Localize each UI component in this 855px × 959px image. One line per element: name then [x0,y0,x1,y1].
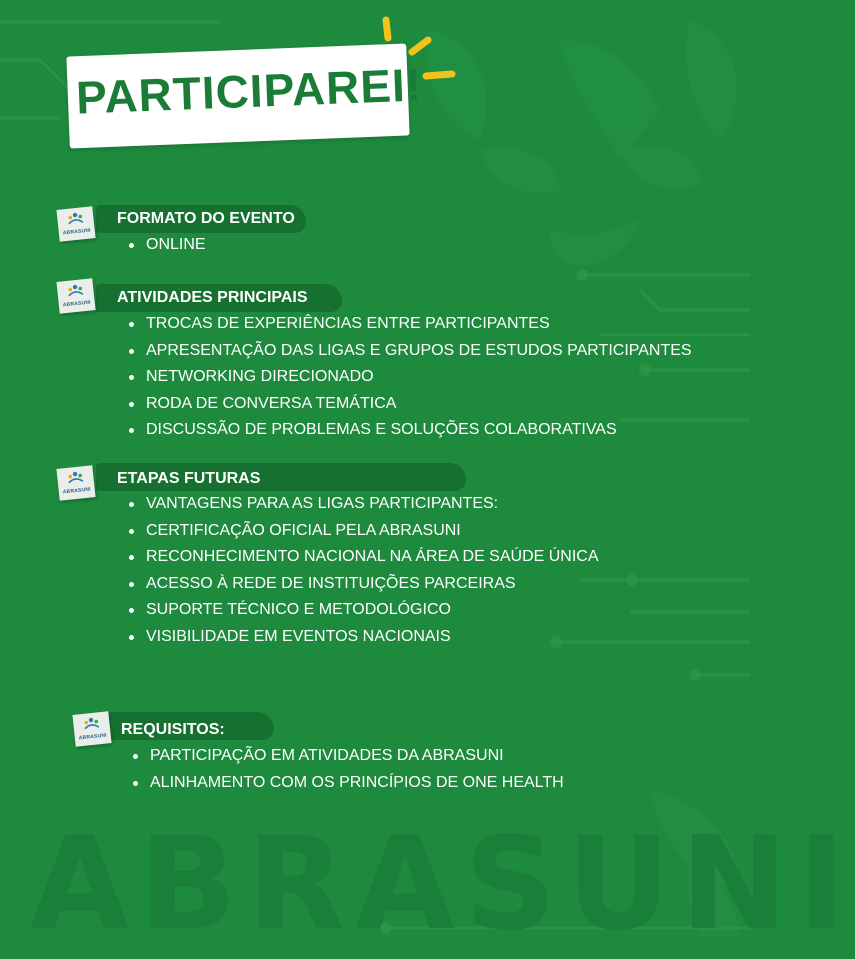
logo-icon [65,210,87,228]
badge-label: ABRASUNI [62,486,92,496]
list-item: TROCAS DE EXPERIÊNCIAS ENTRE PARTICIPANTES [128,311,692,338]
badge-label: ABRASUNI [78,732,108,742]
list-item: ONLINE [128,232,206,259]
section-heading: ATIVIDADES PRINCIPAIS [117,289,308,306]
list-item: VANTAGENS PARA AS LIGAS PARTICIPANTES: [128,491,599,518]
list-item: RODA DE CONVERSA TEMÁTICA [128,391,692,418]
watermark: ABRASUNI [30,810,855,959]
item-list [128,232,206,259]
list-item: RECONHECIMENTO NACIONAL NA ÁREA DE SAÚDE ÚNICA [128,544,599,571]
list-item: APRESENTAÇÃO DAS LIGAS E GRUPOS DE ESTUDOS PARTICIPANTES [128,338,692,365]
list-item: DISCUSSÃO DE PROBLEMAS E SOLUÇÕES COLABORATIVAS [128,417,692,444]
list-item: ACESSO À REDE DE INSTITUIÇÕES PARCEIRAS [128,571,599,598]
list-item: PARTICIPAÇÃO EM ATIVIDADES DA ABRASUNI [132,743,564,770]
page-title: PARTICIPAREI! [75,58,423,124]
badge-label: ABRASUNI [62,227,92,237]
section-heading: ETAPAS FUTURAS [117,470,261,487]
list-item: NETWORKING DIRECIONADO [128,364,692,391]
item-list [128,311,692,444]
abrasuni-badge [56,465,95,501]
badge-label: ABRASUNI [62,299,92,309]
list-item: SUPORTE TÉCNICO E METODOLÓGICO [128,597,599,624]
abrasuni-badge [72,711,111,747]
section-heading: FORMATO DO EVENTO [117,210,295,227]
logo-icon [81,715,103,733]
abrasuni-badge [56,278,95,314]
item-list [132,743,564,796]
list-item: VISIBILIDADE EM EVENTOS NACIONAIS [128,624,599,651]
sparkle-icon [372,10,462,90]
list-item: CERTIFICAÇÃO OFICIAL PELA ABRASUNI [128,518,599,545]
list-item: ALINHAMENTO COM OS PRINCÍPIOS DE ONE HEALTH [132,770,564,797]
logo-icon [65,282,87,300]
item-list [128,491,599,650]
abrasuni-badge [56,206,95,242]
section-heading: REQUISITOS: [121,721,225,738]
logo-icon [65,469,87,487]
